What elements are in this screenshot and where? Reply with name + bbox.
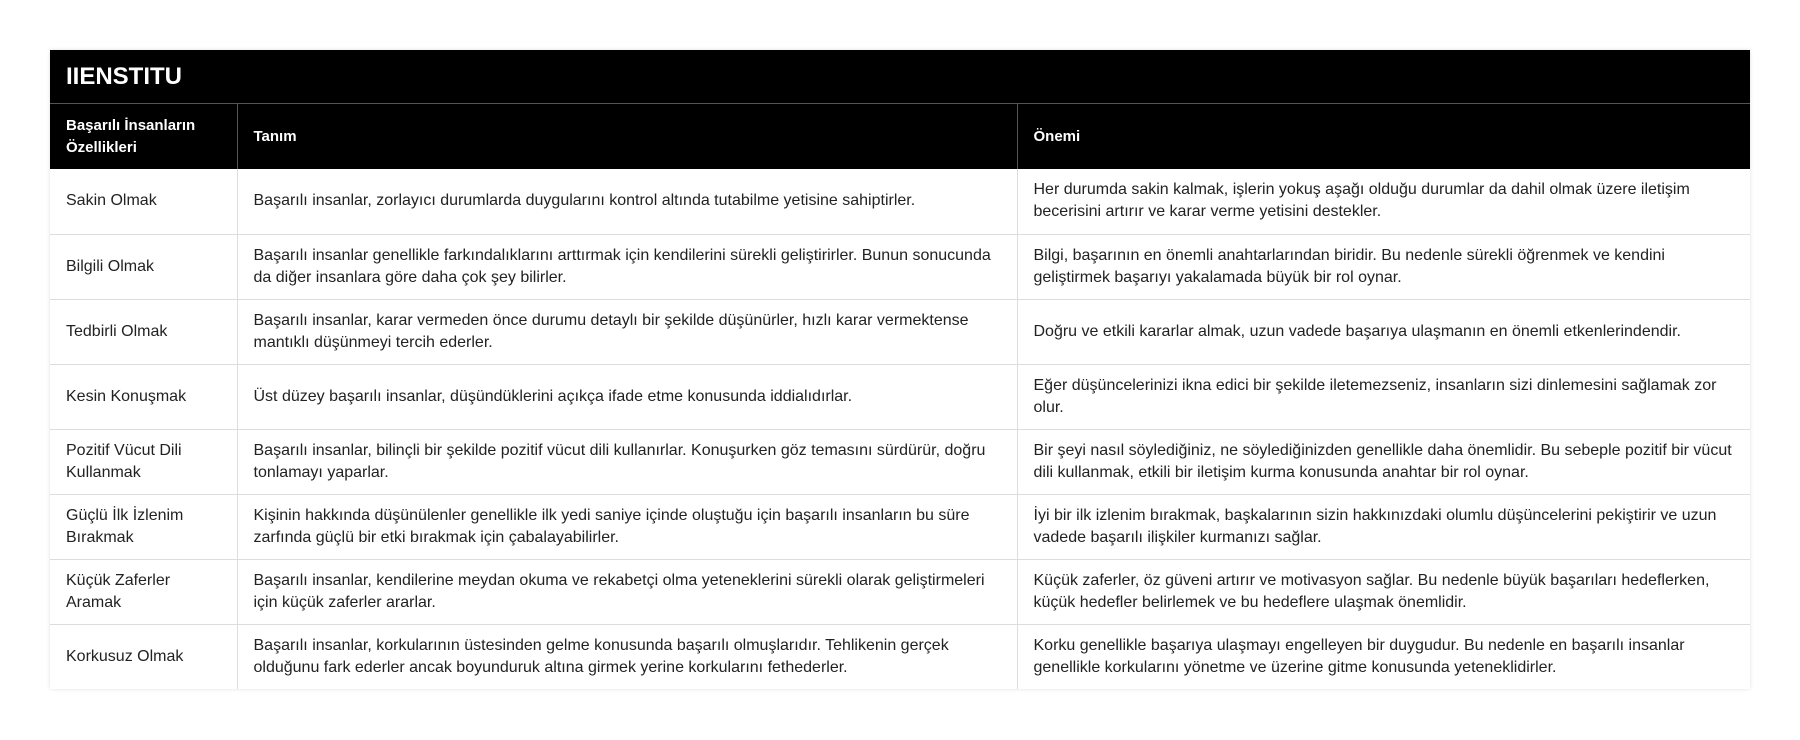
header-importance: Önemi — [1017, 104, 1750, 169]
importance-cell: Doğru ve etkili kararlar almak, uzun vadede başarıya ulaşmanın en önemli etkenlerindendir. — [1017, 299, 1750, 364]
traits-table — [50, 104, 1750, 689]
trait-cell: Bilgili Olmak — [50, 234, 237, 299]
trait-cell: Tedbirli Olmak — [50, 299, 237, 364]
importance-cell: Küçük zaferler, öz güveni artırır ve motivasyon sağlar. Bu nedenle büyük başarıları hedeflerken, küçük hedefler belirlemek ve bu hedeflere ulaşmak önemlidir. — [1017, 559, 1750, 624]
table-row — [50, 169, 1750, 234]
importance-cell: Eğer düşüncelerinizi ikna edici bir şekilde iletemezseniz, insanların sizi dinlemesini sağlamak zor olur. — [1017, 364, 1750, 429]
definition-cell: Başarılı insanlar, kendilerine meydan okuma ve rekabetçi olma yeteneklerini sürekli olarak geliştirmeleri için küçük zaferler ararlar. — [237, 559, 1017, 624]
definition-cell: Başarılı insanlar, korkularının üstesinden gelme konusunda başarılı olmuşlarıdır. Tehlikenin gerçek olduğunu fark ederler ancak boyunduruk altına girmek yerine korkularını fethederler. — [237, 624, 1017, 689]
definition-cell: Başarılı insanlar, bilinçli bir şekilde pozitif vücut dili kullanırlar. Konuşurken göz temasını sürdürür, doğru tonlamayı yaparlar. — [237, 429, 1017, 494]
importance-cell: Bilgi, başarının en önemli anahtarlarından biridir. Bu nedenle sürekli öğrenmek ve kendini geliştirmek başarıyı yakalamada büyük bir rol oynar. — [1017, 234, 1750, 299]
trait-cell: Sakin Olmak — [50, 169, 237, 234]
table-row — [50, 494, 1750, 559]
importance-cell: Korku genellikle başarıya ulaşmayı engelleyen bir duygudur. Bu nedenle en başarılı insanlar genellikle korkularını yönetme ve üzerine gitme konusunda yeteneklidirler. — [1033, 636, 1685, 676]
definition-cell: Başarılı insanlar genellikle farkındalıklarını arttırmak için kendilerini sürekli geliştirirler. Bunun sonucunda da diğer insanlara göre daha çok şey bilirler. — [237, 234, 1017, 299]
definition-cell: Üst düzey başarılı insanlar, düşündüklerini açıkça ifade etme konusunda iddialıdırlar. — [237, 364, 1017, 429]
definition-cell: Başarılı insanlar, zorlayıcı durumlarda duygularını kontrol altında tutabilme yetisine sahiptirler. — [237, 169, 1017, 234]
header-traits: Başarılı İnsanların Özellikleri — [50, 104, 237, 169]
table-row — [50, 559, 1750, 624]
table-row — [50, 299, 1750, 364]
trait-cell: Güçlü İlk İzlenim Bırakmak — [50, 494, 237, 559]
trait-cell: Küçük Zaferler Aramak — [50, 559, 237, 624]
table-row — [50, 429, 1750, 494]
header-definition: Tanım — [237, 104, 1017, 169]
table-row — [50, 234, 1750, 299]
importance-cell: İyi bir ilk izlenim bırakmak, başkalarının sizin hakkınızdaki olumlu düşüncelerini pekiştirir ve uzun vadede başarılı ilişkiler kurmanızı sağlar. — [1017, 494, 1750, 559]
table-container — [50, 50, 1750, 689]
definition-cell: Kişinin hakkında düşünülenler genellikle ilk yedi saniye içinde oluştuğu için başarılı insanların bu süre zarfında güçlü bir etki bırakmak için çabalayabilirler. — [237, 494, 1017, 559]
header-row — [50, 104, 1750, 169]
trait-cell: Kesin Konuşmak — [50, 364, 237, 429]
trait-cell: Korkusuz Olmak — [50, 624, 237, 689]
table-row — [50, 624, 1750, 689]
definition-cell: Başarılı insanlar, karar vermeden önce durumu detaylı bir şekilde düşünürler, hızlı karar vermektense mantıklı düşünmeyi tercih ederler. — [237, 299, 1017, 364]
trait-cell: Pozitif Vücut Dili Kullanmak — [50, 429, 237, 494]
table-row — [50, 364, 1750, 429]
table-title: IIENSTITU — [50, 50, 1750, 104]
importance-cell: Her durumda sakin kalmak, işlerin yokuş aşağı olduğu durumlar da dahil olmak üzere iletişim becerisini artırır ve karar verme yetisini destekler. — [1017, 169, 1750, 234]
importance-cell: Bir şeyi nasıl söylediğiniz, ne söylediğinizden genellikle daha önemlidir. Bu sebeple pozitif bir vücut dili kullanmak, etkili bir iletişim kurma konusunda anahtar bir rol oynar. — [1017, 429, 1750, 494]
